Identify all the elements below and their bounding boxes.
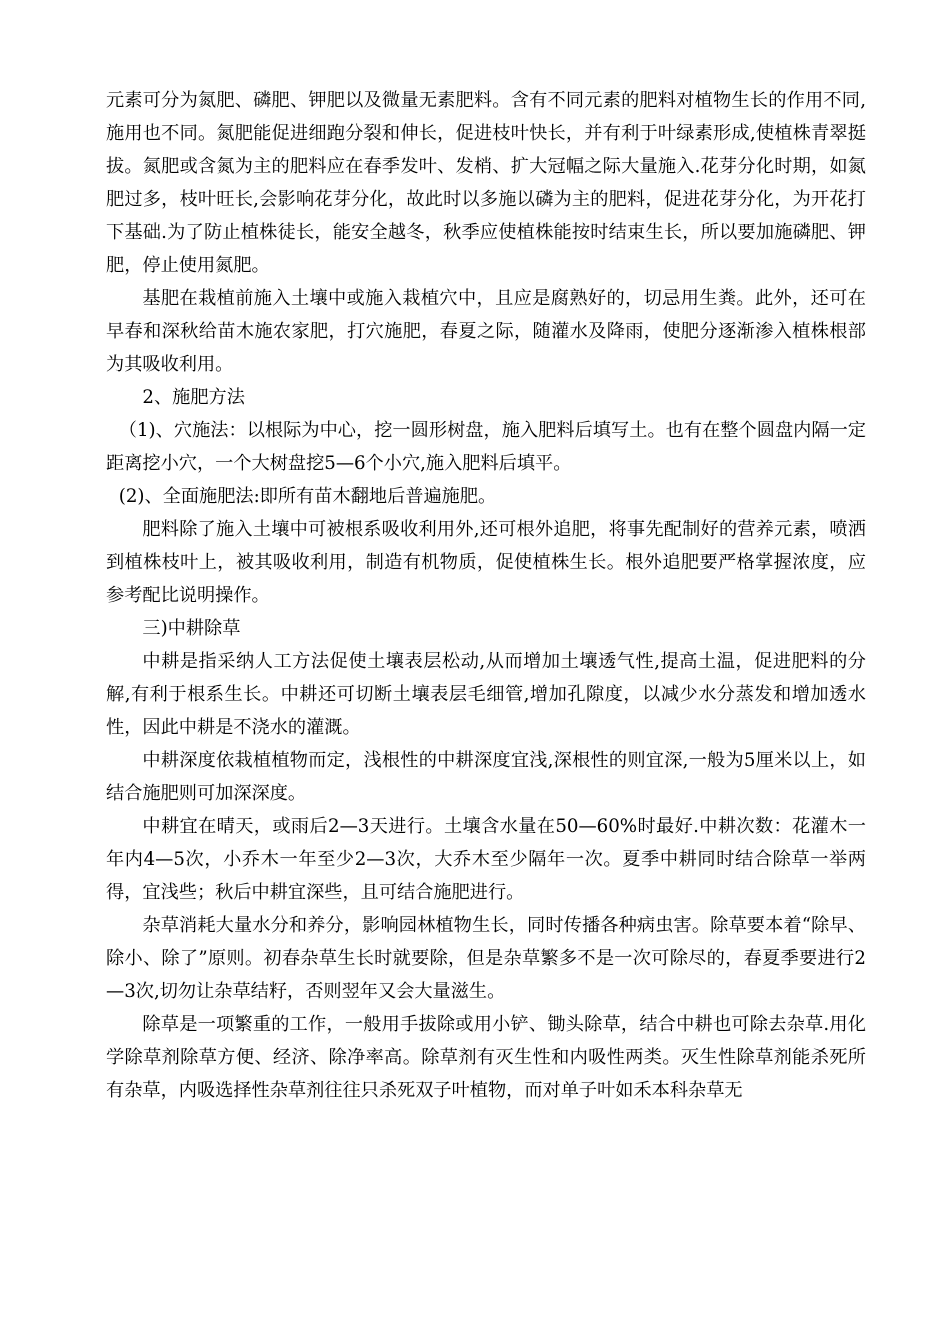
paragraph-cultivation-definition: 中耕是指采纳人工方法促使土壤表层松动,从而增加土壤透气性,提高土温，促进肥料的分解,有利于根系生长。中耕还可切断土壤表层毛细管,增加孔隙度，以减少水分蒸发和增加透水性，因此中耕是不浇水的灌溉。 bbox=[106, 651, 866, 738]
list-item-full-method: (2)、全面施肥法:即所有苗木翻地后普遍施肥。 bbox=[118, 486, 497, 507]
paragraph-weeding-methods: 除草是一项繁重的工作，一般用手拔除或用小铲、锄头除草，结合中耕也可除去杂草.用化学除草剂除草方便、经济、除净率高。除草剂有灭生性和内吸性两类。灭生性除草剂能杀死所有杂草，内吸选择性杂草剂往往只杀死双子叶植物，而对单子叶如禾本科杂草无 bbox=[106, 1014, 866, 1101]
document-page bbox=[106, 84, 866, 1107]
list-item-hole-method: （1)、穴施法：以根际为中心，挖一圆形树盘，施入肥料后填写土。也有在整个圆盘内隔一定距离挖小穴，一个大树盘挖5—6个小穴,施入肥料后填平。 bbox=[106, 420, 866, 474]
heading-cultivation-weeding: 三)中耕除草 bbox=[142, 618, 241, 639]
paragraph-foliar-feeding: 肥料除了施入土壤中可被根系吸收利用外,还可根外追肥，将事先配制好的营养元素，喷洒到植株枝叶上，被其吸收利用，制造有机物质，促使植株生长。根外追肥要严格掌握浓度，应参考配比说明操作。 bbox=[106, 519, 866, 606]
heading-fertilizing-methods: 2、施肥方法 bbox=[142, 387, 245, 408]
paragraph-fertilizer-types: 元素可分为氮肥、磷肥、钾肥以及微量无素肥料。含有不同元素的肥料对植物生长的作用不同,施用也不同。氮肥能促进细跑分裂和伸长，促进枝叶快长，并有利于叶绿素形成,使植株青翠挺拔。氮肥或含氮为主的肥料应在春季发叶、发梢、扩大冠幅之际大量施入.花芽分化时期，如氮肥过多，枝叶旺长,会影响花芽分化，故此时以多施以磷为主的肥料，促进花芽分化，为开花打下基础.为了防止植株徒长，能安全越冬，秋季应使植株能按时结束生长，所以要加施磷肥、钾肥，停止使用氮肥。 bbox=[106, 90, 866, 276]
paragraph-cultivation-timing: 中耕宜在晴天，或雨后2—3天进行。土壤含水量在50—60%时最好.中耕次数：花灌木一年内4—5次，小乔木一年至少2—3次，大乔木至少隔年一次。夏季中耕同时结合除草一举两得，宜浅些；秋后中耕宜深些，且可结合施肥进行。 bbox=[106, 816, 866, 903]
paragraph-cultivation-depth: 中耕深度依栽植植物而定，浅根性的中耕深度宜浅,深根性的则宜深,一般为5厘米以上，如结合施肥则可加深深度。 bbox=[106, 750, 866, 804]
paragraph-base-fertilizer: 基肥在栽植前施入土壤中或施入栽植穴中，且应是腐熟好的，切忌用生粪。此外，还可在早春和深秋给苗木施农家肥，打穴施肥，春夏之际，随灌水及降雨，使肥分逐渐渗入植株根部为其吸收利用。 bbox=[106, 288, 866, 375]
paragraph-weeds: 杂草消耗大量水分和养分，影响园林植物生长，同时传播各种病虫害。除草要本着“除早、除小、除了”原则。初春杂草生长时就要除，但是杂草繁多不是一次可除尽的，春夏季要进行2—3次,切勿让杂草结籽，否则翌年又会大量滋生。 bbox=[106, 915, 866, 1002]
